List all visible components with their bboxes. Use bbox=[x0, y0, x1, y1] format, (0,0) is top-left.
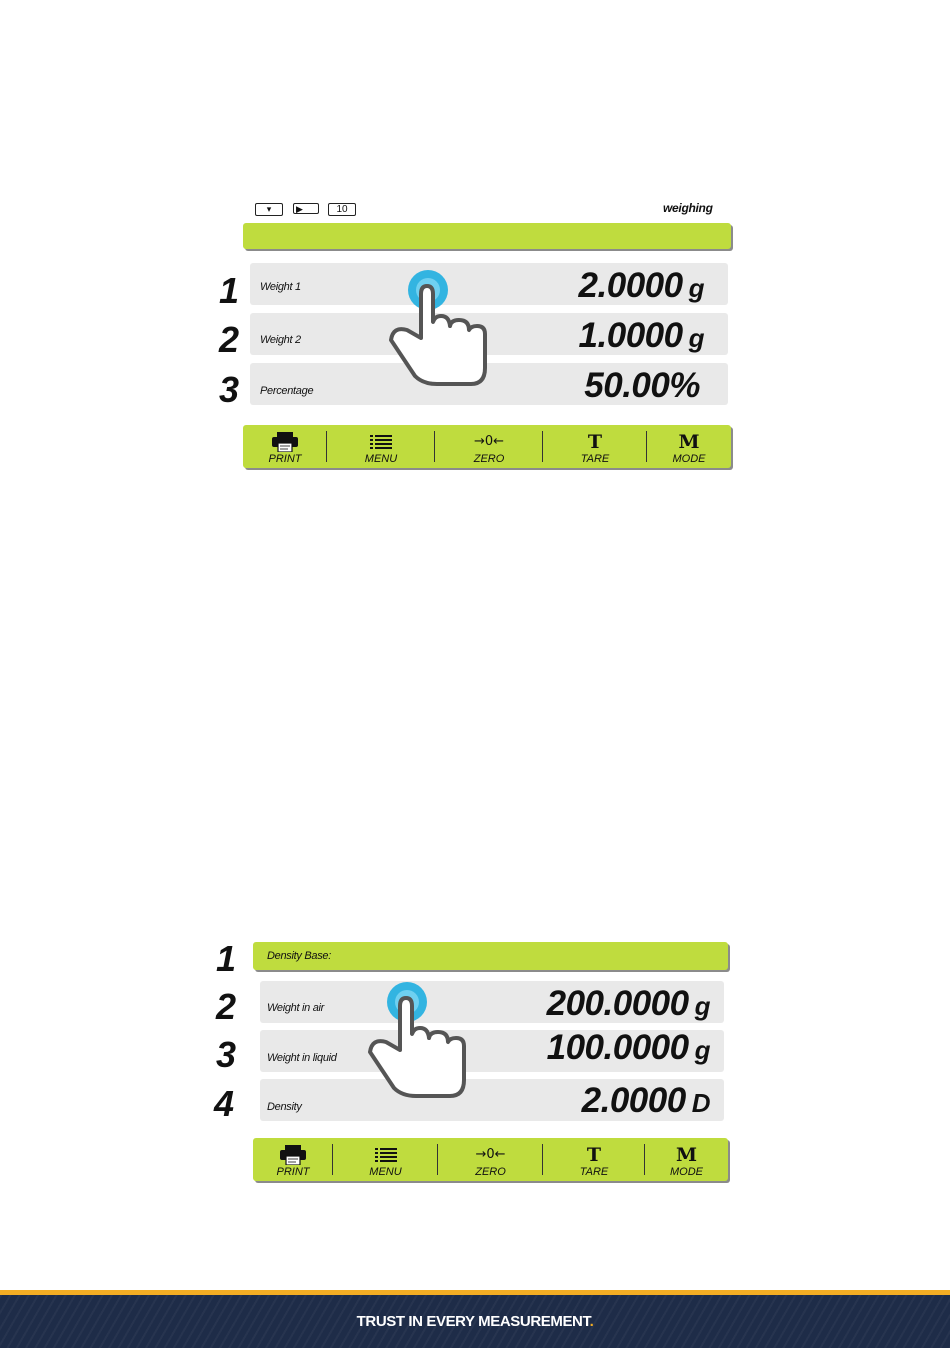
status-box-2 bbox=[293, 203, 319, 214]
tagline-dot: . bbox=[589, 1313, 594, 1330]
header-bar bbox=[243, 223, 731, 249]
zero-button[interactable] bbox=[438, 1138, 543, 1181]
down-arrow-icon: ▾ bbox=[266, 204, 272, 214]
density-base-label: Density Base: bbox=[267, 950, 331, 962]
row-label: Density bbox=[267, 1101, 302, 1113]
printer-icon bbox=[279, 1145, 307, 1165]
footer-tagline bbox=[0, 1313, 950, 1330]
row-index-2: 2 bbox=[216, 986, 237, 1027]
zero-label: ZERO bbox=[475, 1166, 506, 1178]
mode-icon: M bbox=[678, 430, 700, 453]
unit: g bbox=[688, 323, 704, 353]
list-icon bbox=[370, 433, 392, 451]
row-value bbox=[582, 1081, 710, 1121]
tagline-text: TRUST IN EVERY MEASUREMENT bbox=[356, 1313, 590, 1330]
row-index-3: 3 bbox=[219, 369, 240, 410]
value: 200.0000 bbox=[546, 984, 689, 1023]
row-label: Weight 2 bbox=[260, 334, 301, 346]
value: 50.00% bbox=[584, 366, 700, 405]
menu-button[interactable] bbox=[333, 1138, 438, 1181]
row-density[interactable] bbox=[260, 1079, 724, 1121]
value: 2.0000 bbox=[581, 1081, 686, 1120]
touch-hand-icon bbox=[366, 982, 476, 1104]
row-value bbox=[547, 1028, 710, 1068]
value: 1.0000 bbox=[578, 316, 683, 355]
tare-button[interactable] bbox=[543, 1138, 645, 1181]
play-icon: ▶ bbox=[296, 204, 303, 214]
row-index-3: 3 bbox=[216, 1034, 237, 1075]
print-label: PRINT bbox=[268, 453, 302, 465]
tare-label: TARE bbox=[580, 453, 610, 465]
row-index-1: 1 bbox=[219, 270, 240, 311]
zero-button[interactable] bbox=[435, 425, 543, 468]
row-label: Percentage bbox=[260, 385, 314, 397]
print-button[interactable] bbox=[243, 425, 327, 468]
unit: g bbox=[694, 991, 710, 1021]
row-index-4: 4 bbox=[214, 1083, 235, 1124]
row-weight-in-liquid[interactable] bbox=[260, 1030, 724, 1072]
tare-icon: T bbox=[586, 1143, 602, 1166]
mode-button-label: MODE bbox=[670, 1166, 703, 1178]
unit: g bbox=[694, 1035, 710, 1065]
zero-icon: →0← bbox=[473, 434, 505, 449]
mode-icon: M bbox=[675, 1143, 698, 1166]
mode-button-label: MODE bbox=[672, 453, 706, 465]
row-index-1: 1 bbox=[216, 938, 237, 979]
row-weight-in-air[interactable] bbox=[260, 981, 724, 1023]
touch-hand-icon bbox=[385, 268, 495, 390]
unit: g bbox=[688, 273, 704, 303]
row-value bbox=[579, 316, 704, 356]
status-box-3: 10 bbox=[328, 203, 356, 216]
menu-label: MENU bbox=[369, 1166, 402, 1178]
unit: D bbox=[691, 1088, 710, 1118]
row-label: Weight 1 bbox=[260, 281, 301, 293]
zero-label: ZERO bbox=[473, 453, 505, 465]
mode-label: weighing bbox=[663, 201, 713, 215]
menu-button[interactable] bbox=[327, 425, 435, 468]
value: 2.0000 bbox=[578, 266, 683, 305]
density-base-bar bbox=[253, 942, 728, 970]
status-box-1 bbox=[255, 203, 283, 216]
function-bar-1 bbox=[243, 425, 731, 468]
list-icon bbox=[375, 1146, 397, 1164]
row-label: Weight in air bbox=[267, 1002, 325, 1014]
row-value bbox=[584, 366, 700, 406]
zero-icon: →0← bbox=[475, 1147, 506, 1162]
tare-icon: T bbox=[587, 430, 603, 453]
mode-button[interactable] bbox=[645, 1138, 728, 1181]
row-label: Weight in liquid bbox=[267, 1052, 337, 1064]
row-value bbox=[579, 266, 704, 306]
print-button[interactable] bbox=[253, 1138, 333, 1181]
menu-label: MENU bbox=[364, 453, 398, 465]
print-label: PRINT bbox=[276, 1166, 310, 1178]
value: 100.0000 bbox=[546, 1028, 689, 1067]
printer-icon bbox=[271, 432, 299, 452]
tare-button[interactable] bbox=[543, 425, 647, 468]
mode-button[interactable] bbox=[647, 425, 731, 468]
tare-label: TARE bbox=[579, 1166, 609, 1178]
row-value bbox=[547, 984, 710, 1024]
function-bar-2 bbox=[253, 1138, 728, 1181]
row-index-2: 2 bbox=[219, 319, 240, 360]
